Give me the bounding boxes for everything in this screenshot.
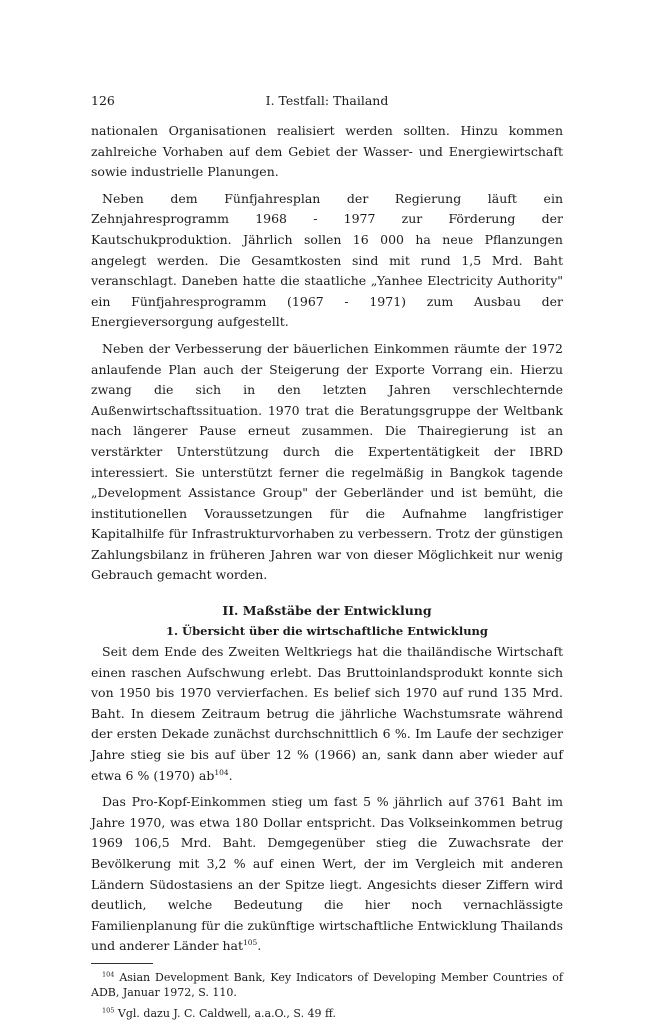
running-head: I. Testfall: Thailand: [265, 93, 389, 108]
paragraph: nationalen Organisationen realisiert werden sollten. Hinzu kommen zahlreiche Vorhaben auf dem Gebiet der Wasser- und Energiewirtschaft sowie industrielle Planungen.: [91, 123, 563, 180]
footnote-text: Asian Development Bank, Key Indicators of Developing Member Countries of ADB, Januar 1972, S. 110.: [91, 970, 563, 999]
paragraph: [91, 792, 563, 957]
paragraph: Neben dem Fünfjahresplan der Regierung läuft ein Zehnjahresprogramm 1968 - 1977 zur Förderung der Kautschukproduktion. Jährlich sollen 16 000 ha neue Pflanzungen angelegt werden. Die Gesamtkosten sind mit rund 1,5 Mrd. Baht veranschlagt. Daneben hatte die staatliche „Yanhee Electricity Authority" ein Fünfjahresprogramm (1967 - 1971) zum Ausbau der Energieversorgung aufgestellt.: [91, 190, 563, 330]
paragraph: [91, 642, 563, 786]
footnote-number: 105: [102, 1006, 115, 1015]
page-body: [91, 121, 563, 1027]
footnote-ref[interactable]: 105: [242, 938, 258, 948]
page-number: 126: [91, 93, 115, 108]
subsection-title: 1. Übersicht über die wirtschaftliche Entwicklung: [166, 624, 488, 639]
footnotes: [91, 970, 563, 1021]
footnote: [91, 1006, 563, 1021]
page-header: [91, 93, 563, 111]
paragraph-end: .: [257, 938, 262, 954]
footnote-number: 104: [102, 970, 115, 979]
paragraph-text: Das Pro-Kopf-Einkommen stieg um fast 5 % jährlich auf 3761 Baht im Jahre 1970, was etwa 180 Dollar entspricht. Das Volkseinkommen betrug 1969 106,5 Mrd. Baht. Demgegenüber stieg die Zuwachsrate der Bevölkerung mit 3,2 % auf einen Wert, der im Vergleich mit anderen Ländern Südostasiens an der Spitze liegt. Angesichts dieser Ziffern wird deutlich, welche Bedeutung die hier noch vernachlässigte Familienplanung für die zukünftige wirtschaftliche Entwicklung Thailands und anderer Länder hat: [91, 794, 563, 954]
footnote-text: Vgl. dazu J. C. Caldwell, a.a.O., S. 49 ff.: [117, 1006, 336, 1020]
paragraph: Neben der Verbesserung der bäuerlichen Einkommen räumte der 1972 anlaufende Plan auch der Steigerung der Exporte Vorrang ein. Hierzu zwang die sich in den letzten Jahren verschlechternde Außenwirtschaftssituation. 1970 trat die Beratungsgruppe der Weltbank nach längerer Pause erneut zusammen. Die Thairegierung ist an verstärkter Unterstützung durch die Expertentätigkeit der IBRD interessiert. Sie unterstützt ferner die regelmäßig in Bangkok tagende „Development Assistance Group" der Geberländer und ist bemüht, die institutionellen Voraussetzungen für die Aufnahme langfristiger Kapitalhilfe für Infrastrukturvorhaben zu verbessern. Trotz der günstigen Zahlungsbilanz in früheren Jahren war von dieser Möglichkeit nur wenig Gebrauch gemacht worden.: [91, 340, 563, 583]
footnote-divider: [91, 963, 153, 964]
section-title: II. Maßstäbe der Entwicklung: [222, 603, 432, 619]
footnote-ref[interactable]: 104: [214, 767, 229, 777]
paragraph-text: Seit dem Ende des Zweiten Weltkriegs hat die thailändische Wirtschaft einen raschen Aufschwung erlebt. Das Bruttoinlandsprodukt konnte sich von 1950 bis 1970 vervierfachen. Es belief sich 1970 auf rund 135 Mrd. Baht. In diesem Zeitraum betrug die jährliche Wachstumsrate während der ersten Dekade zunächst durchschnittlich 6 %. Im Laufe der sechziger Jahre stieg sie bis auf über 12 % (1966) an, sank dann aber wieder auf etwa 6 % (1970) ab: [91, 644, 563, 783]
paragraph-end: .: [228, 767, 233, 783]
